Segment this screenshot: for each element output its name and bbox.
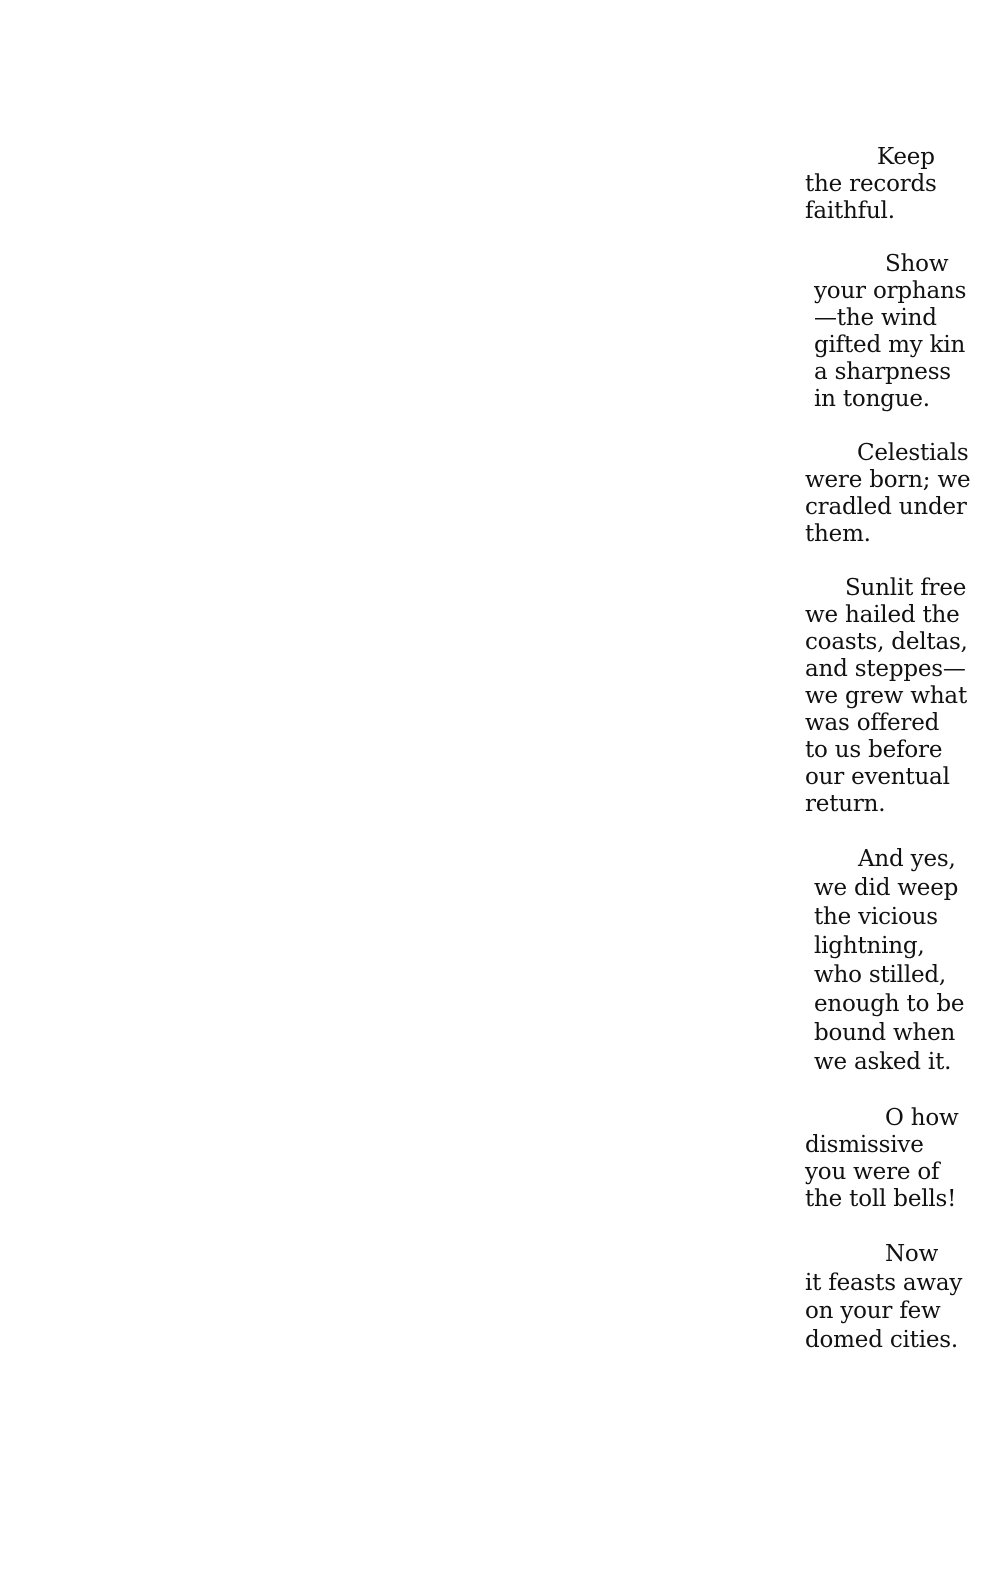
poem-line: Celestials — [857, 440, 969, 466]
poem-line: your orphans — [814, 278, 967, 304]
poem-line: our eventual — [805, 764, 950, 790]
poem-line: faithful. — [805, 198, 895, 224]
stanza-3 — [805, 440, 970, 548]
poem-line: dismissive — [805, 1132, 924, 1158]
poem-line: it feasts away — [805, 1269, 963, 1296]
poem-line: gifted my kin — [814, 332, 966, 358]
poem-line: who stilled, — [814, 962, 947, 988]
poem-line: was offered — [805, 710, 940, 736]
poem-line: domed cities. — [805, 1326, 958, 1353]
poem-line: the records — [805, 171, 937, 197]
poem-line: we did weep — [814, 875, 959, 901]
poem-line: were born; we — [805, 467, 971, 493]
poem-line: we hailed the — [805, 602, 960, 628]
stanza-7 — [805, 1240, 962, 1354]
poem-line: —the wind — [814, 305, 937, 331]
poem-line: Show — [885, 251, 949, 277]
stanza-6 — [805, 1105, 959, 1213]
poem-line: return. — [805, 791, 886, 817]
poem-line: we grew what — [805, 683, 967, 709]
poem-line: bound when — [814, 1020, 956, 1046]
poem-line: coasts, deltas, — [805, 629, 968, 655]
stanza-1 — [805, 144, 937, 225]
poem-line: cradled under — [805, 494, 967, 520]
stanza-2 — [814, 251, 966, 413]
poem-line: Keep — [877, 144, 935, 170]
poem-line: a sharpness — [814, 359, 951, 385]
poem-line: the vicious — [814, 904, 938, 930]
poem-line: on your few — [805, 1298, 941, 1324]
poem-line: lightning, — [814, 933, 925, 959]
poem-line: Sunlit free — [845, 575, 967, 601]
poem-line: you were of — [805, 1159, 940, 1185]
poem-line: O how — [885, 1105, 959, 1131]
poem-line: them. — [805, 521, 871, 547]
poem-line: and steppes— — [805, 656, 966, 682]
poem-line: And yes, — [858, 846, 956, 872]
poem-line: we asked it. — [814, 1049, 952, 1075]
stanza-4 — [805, 575, 968, 818]
poem-line: to us before — [805, 737, 943, 763]
stanza-5 — [814, 845, 964, 1077]
poem-line: Now — [885, 1241, 939, 1267]
poem-line: in tongue. — [814, 386, 930, 412]
poem-line: enough to be — [814, 991, 965, 1017]
poem-line: the toll bells! — [805, 1186, 957, 1212]
